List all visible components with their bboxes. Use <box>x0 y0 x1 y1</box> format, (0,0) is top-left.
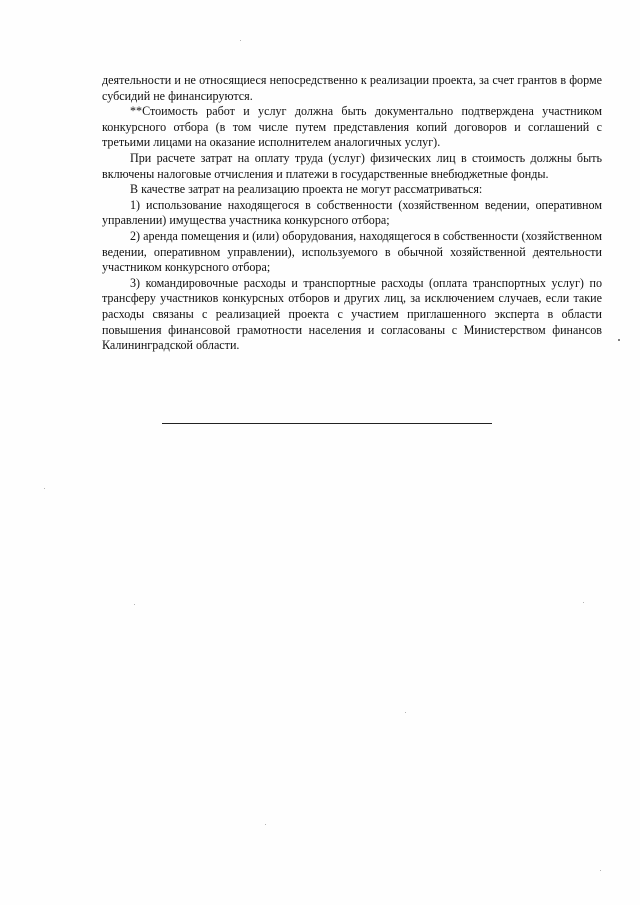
scan-speck <box>240 40 241 41</box>
scan-speck <box>583 602 584 603</box>
paragraph-labor-costs: При расчете затрат на оплату труда (услуг) физических лиц в стоимость должны быть включены налоговые отчисления и платежи в государственные внебюджетные фонды. <box>102 150 602 181</box>
list-item-2: 2) аренда помещения и (или) оборудования, находящегося в собственности (хозяйственном ведении, оперативном управлении), используемого в обычной хозяйственной деятельности участником конкурсного отбора; <box>102 228 602 275</box>
scan-speck <box>405 712 406 713</box>
list-item-1: 1) использование находящегося в собственности (хозяйственном ведении, оперативном управлении) имущества участника конкурсного отбора; <box>102 197 602 228</box>
document-body <box>102 73 602 354</box>
scan-speck <box>618 339 620 341</box>
scan-speck <box>134 604 135 605</box>
scan-speck <box>600 870 601 871</box>
footnote-separator-line <box>162 423 492 424</box>
scan-speck <box>44 488 45 489</box>
scan-speck <box>265 824 266 825</box>
paragraph-continuation: деятельности и не относящиеся непосредственно к реализации проекта, за счет грантов в форме субсидий не финансируются. <box>102 73 602 103</box>
paragraph-cost-confirmation: **Стоимость работ и услуг должна быть документально подтверждена участником конкурсного отбора (в том числе путем представления копий договоров и соглашений с третьими лицами на оказание исполнителем аналогичных услуг). <box>102 104 602 150</box>
paragraph-excluded-costs-intro: В качестве затрат на реализацию проекта не могут рассматриваться: <box>130 182 483 197</box>
list-item-3: 3) командировочные расходы и транспортные расходы (оплата транспортных услуг) по трансферу участников конкурсных отборов и других лиц, за исключением случаев, если такие расходы связаны с реализацией проекта с участием приглашенного эксперта в области повышения финансовой грамотности населения и согласованы с Министерством финансов Калининградской области. <box>102 275 602 353</box>
